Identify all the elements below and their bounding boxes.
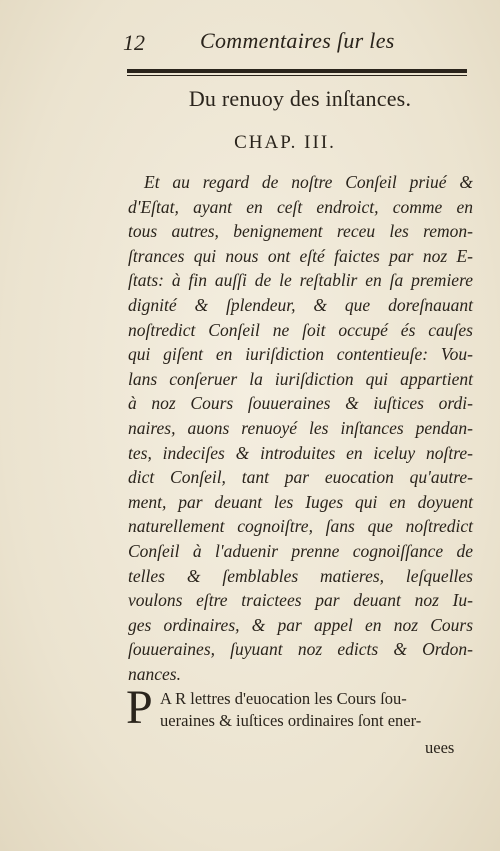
drop-cap: P [126,681,153,734]
text-line: tous autres, benignement receu les remon- [128,221,473,242]
header-rule [127,69,467,75]
header-rule-thick [127,69,467,73]
text-line: à noz Cours ſouueraines & iuſtices ordi- [128,393,473,414]
text-line: ment, par deuant les Iuges qui en doyuent [128,491,473,512]
commentary-text [160,688,468,732]
page-number: 12 [123,30,145,55]
chapter-heading: CHAP. III. [234,132,336,153]
commentary-line: ueraines & iuſtices ordinaires ſont ener- [160,711,422,730]
commentary-line: A R lettres d'euocation les Cours ſou- [160,689,407,708]
header-rule-thin [127,75,467,76]
text-line: naturellement cognoiſtre, ſans que noſtredict [128,516,473,537]
text-line: naires, auons renuoyé les inſtances pendan- [128,417,473,438]
text-line: ſouueraines, ſuyuant noz edicts & Ordon- [128,639,473,660]
ordinance-text [128,170,473,686]
text-line: ſtrances qui nous ont eſté faictes par noz E- [128,245,473,266]
text-line: lans conſeruer la iuriſdiction qui appartient [128,368,473,389]
text-line: ſtats: à fin auſſi de le reſtablir en ſa premiere [128,270,473,291]
text-line: Conſeil à l'aduenir prenne cognoiſſance de [128,540,473,561]
text-line: noſtredict Conſeil ne ſoit occupé és cauſes [128,319,473,340]
section-title: Du renuoy des inſtances. [188,86,412,111]
text-line: nances. [128,663,181,684]
text-line: tes, indeciſes & introduites en iceluy noſtre- [128,442,473,463]
text-line: dict Conſeil, tant par euocation qu'autre- [128,467,473,488]
text-line: ges ordinaires, & par appel en noz Cours [128,614,473,635]
text-line: dignité & ſplendeur, & que doreſnauant [128,294,473,315]
catchword: uees [425,738,455,757]
text-line: Et au regard de noſtre Conſeil priué & [144,172,473,192]
running-title: Commentaires ſur les [200,28,395,53]
page-header [0,22,500,62]
text-line: telles & ſemblables matieres, leſquelles [128,565,473,586]
text-line: d'Eſtat, ayant en ceſt endroict, comme en [128,196,473,217]
text-line: qui giſent en iuriſdiction contentieuſe: Vou- [128,344,473,365]
text-line: voulons eſtre traictees par deuant noz Iu- [128,590,473,611]
